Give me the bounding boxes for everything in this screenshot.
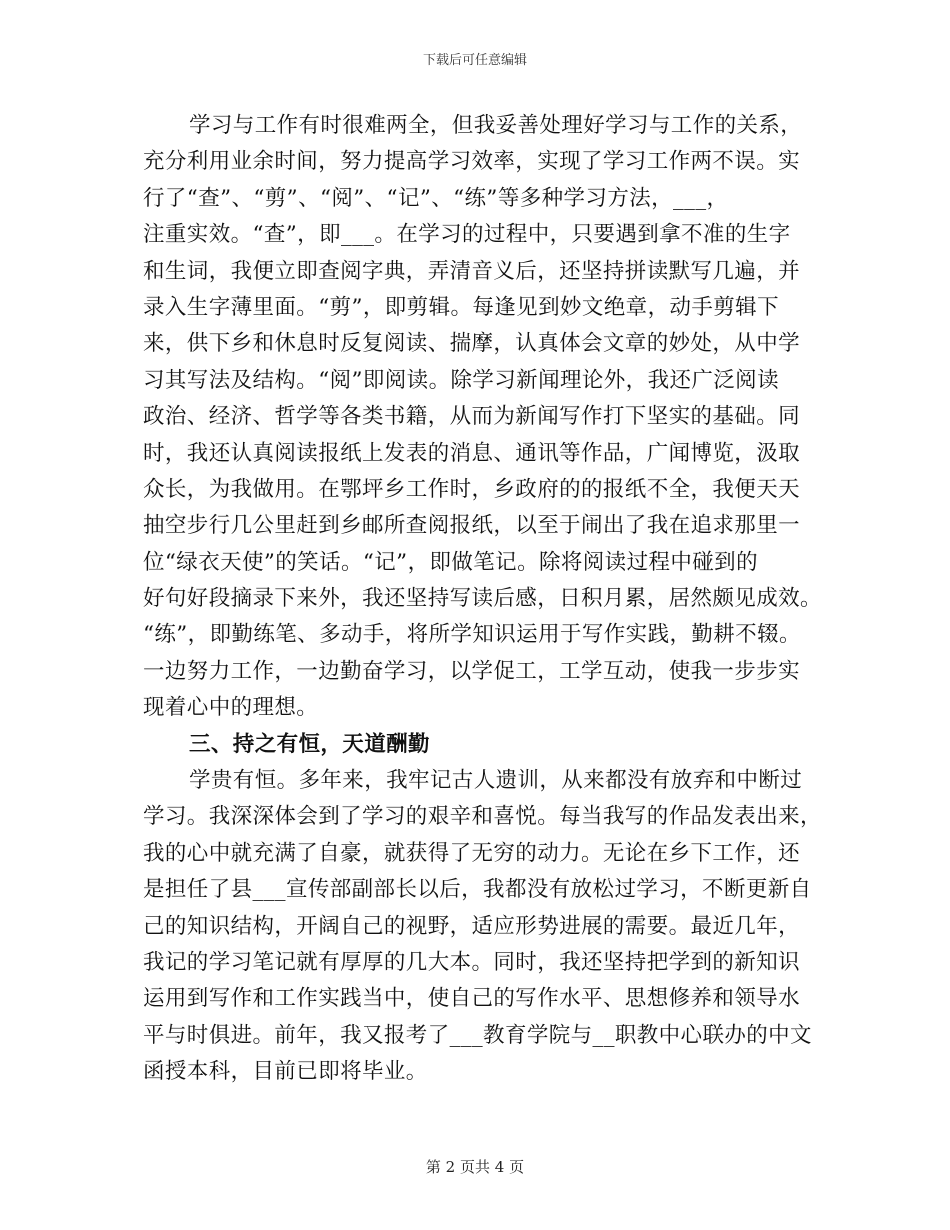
page-header: 下载后可任意编辑 [422, 53, 527, 68]
text-line: 我的心中就充满了自豪，就获得了无穷的动力。无论在乡下工作，还 [143, 840, 801, 866]
text-line: 位“绿衣天使”的笑话。“记”，即做笔记。除将阅读过程中碰到的 [143, 549, 758, 575]
text-line: 众长，为我做用。在鄂坪乡工作时，乡政府的的报纸不全，我便天天 [143, 476, 801, 502]
text-line: 习其写法及结构。“阅”即阅读。除学习新闻理论外，我还广泛阅读 [143, 367, 779, 393]
text-line: 录入生字薄里面。“剪”，即剪辑。每逢见到妙文绝章，动手剪辑下 [143, 294, 779, 320]
text-line: 充分利用业余时间，努力提高学习效率，实现了学习工作两不误。实 [143, 149, 801, 175]
text-line: 运用到写作和工作实践当中，使自己的写作水平、思想修养和领导水 [143, 986, 801, 1012]
document-body [143, 108, 822, 1091]
text-line: 时，我还认真阅读报纸上发表的消息、通讯等作品，广闻博览，汲取 [143, 440, 801, 466]
text-line: 函授本科，目前已即将毕业。 [143, 1059, 428, 1085]
text-line: 现着心中的理想。 [143, 695, 319, 721]
text-line: 行了“查”、“剪”、“阅”、“记”、“练”等多种学习方法，___， [143, 185, 729, 211]
text-line: 和生词，我便立即查阅字典，弄清音义后，还坚持拼读默写几遍，并 [143, 258, 801, 284]
text-line: “练”，即勤练笔、多动手，将所学知识运用于写作实践，勤耕不辍。 [143, 622, 801, 648]
text-line: 抽空步行几公里赶到乡邮所查阅报纸，以至于闹出了我在追求那里一 [143, 513, 801, 539]
text-line: 平与时俱进。前年，我又报考了___教育学院与__职教中心联办的中文 [143, 1022, 812, 1048]
text-line: 是担任了县___宣传部副部长以后，我都没有放松过学习，不断更新自 [143, 877, 812, 903]
text-line: 政治、经济、哲学等各类书籍，从而为新闻写作打下坚实的基础。同 [143, 404, 801, 430]
text-line: 学贵有恒。多年来，我牢记古人遗训，从来都没有放弃和中断过 [189, 768, 803, 794]
text-line: 来，供下乡和休息时反复阅读、揣摩，认真体会文章的妙处，从中学 [143, 331, 801, 357]
text-line: 学习。我深深体会到了学习的艰辛和喜悦。每当我写的作品发表出来， [143, 804, 822, 830]
text-line: 一边努力工作，一边勤奋学习，以学促工，工学互动，使我一步步实 [143, 658, 801, 684]
text-line: 我记的学习笔记就有厚厚的几大本。同时，我还坚持把学到的新知识 [143, 949, 801, 975]
text-line: 学习与工作有时很难两全，但我妥善处理好学习与工作的关系， [189, 113, 803, 138]
text-line: 注重实效。“查”，即___。在学习的过程中，只要遇到拿不准的生字 [143, 222, 791, 248]
section-heading: 三、持之有恒，天道酬勤 [189, 731, 430, 757]
text-line: 己的知识结构，开阔自己的视野，适应形势进展的需要。最近几年， [143, 913, 801, 939]
page-footer: 第 2 页共 4 页 [425, 1158, 525, 1176]
text-line: 好句好段摘录下来外，我还坚持写读后感，日积月累，居然颇见成效。 [143, 586, 822, 612]
